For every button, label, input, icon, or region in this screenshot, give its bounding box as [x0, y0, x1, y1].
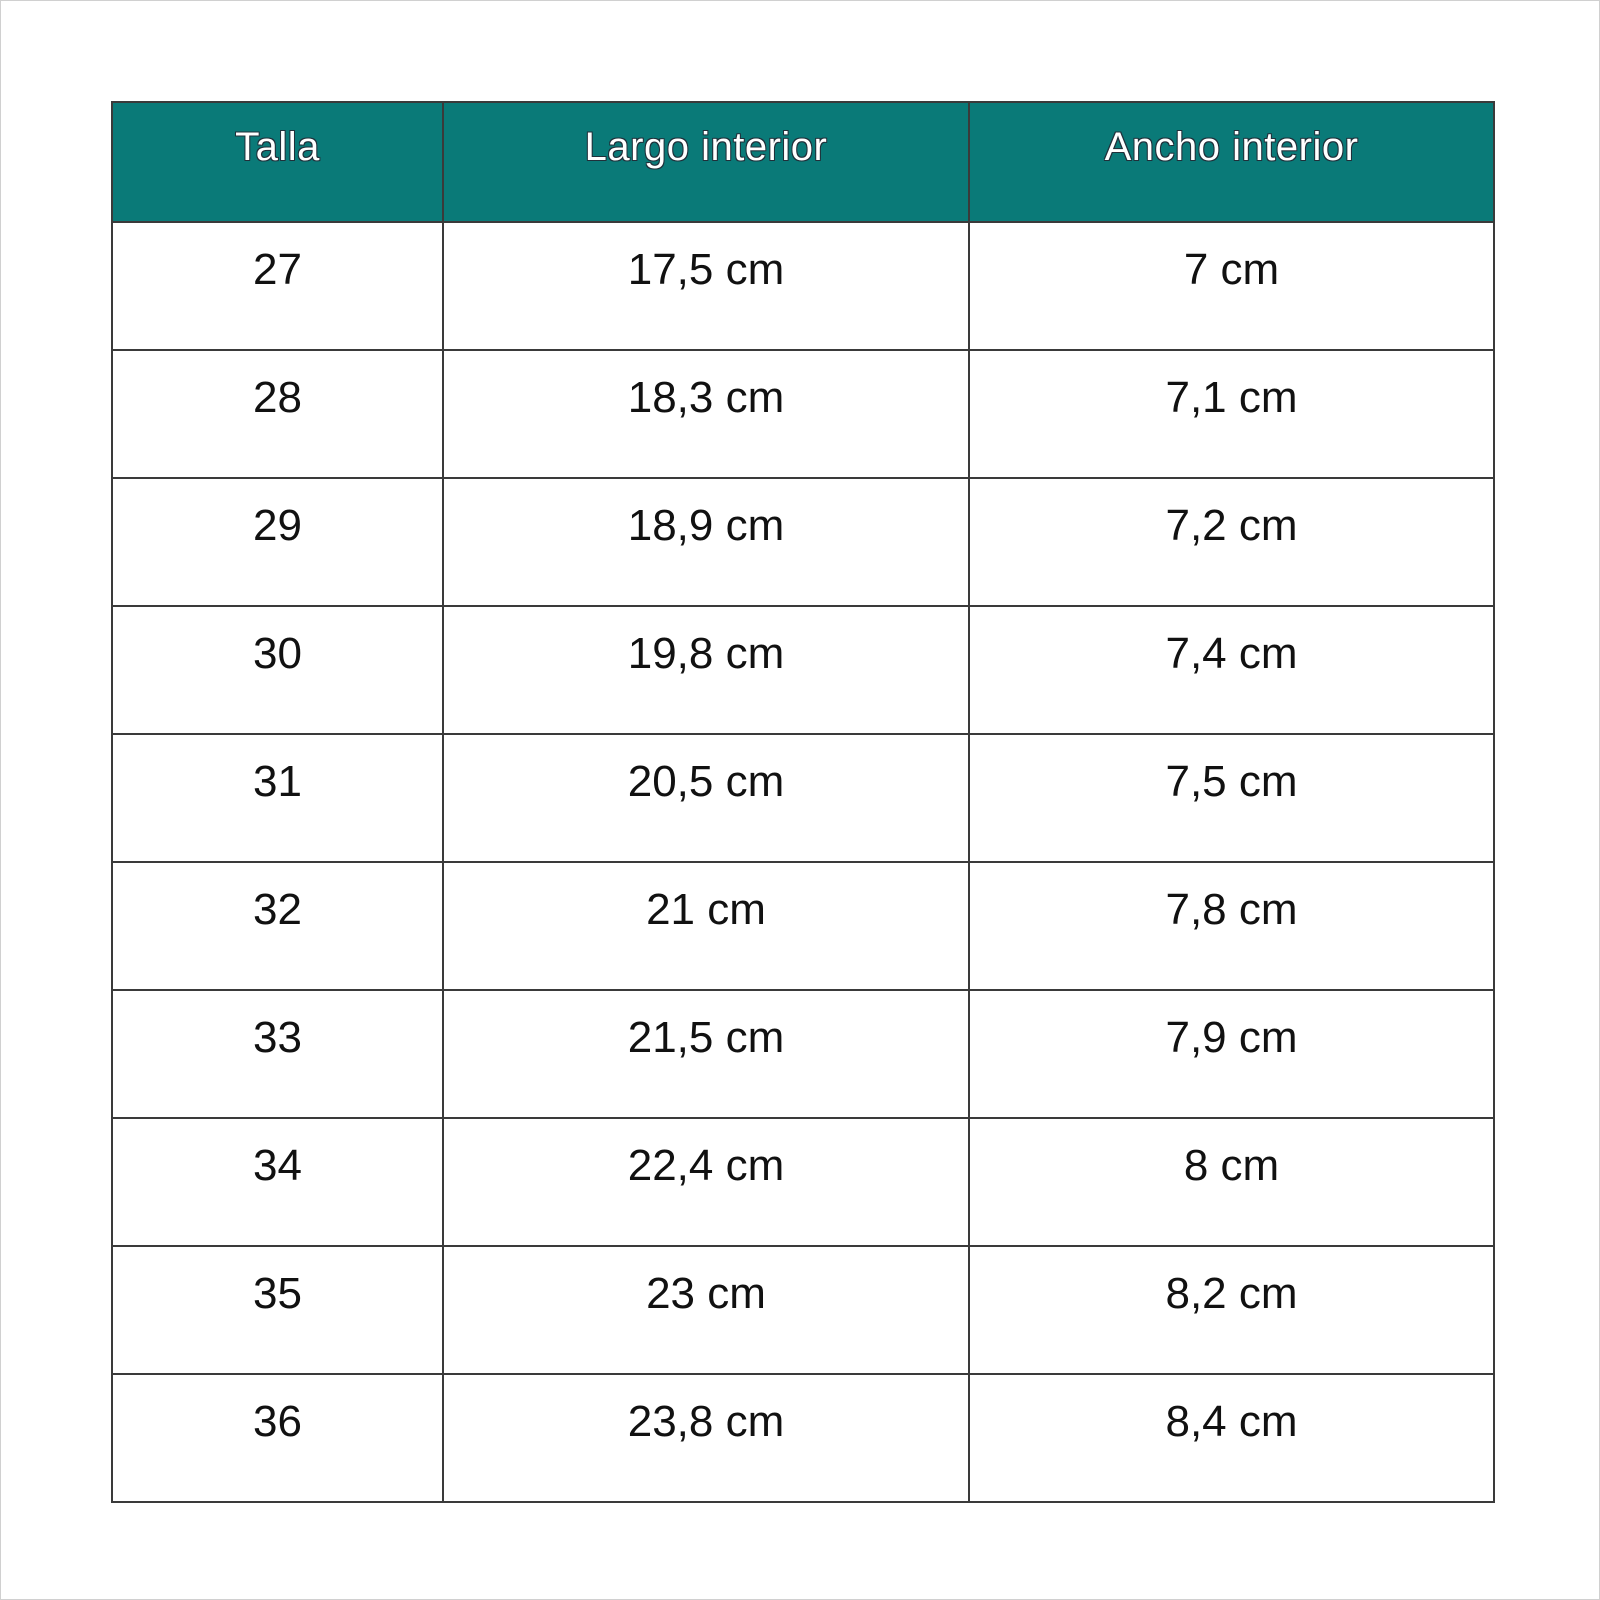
header-row — [112, 102, 1494, 222]
table-row — [112, 350, 1494, 478]
table-row — [112, 862, 1494, 990]
cell-ancho-interior: 8,2 cm — [969, 1246, 1494, 1374]
table-row — [112, 990, 1494, 1118]
table-row — [112, 1246, 1494, 1374]
cell-ancho-interior: 7,8 cm — [969, 862, 1494, 990]
cell-talla: 32 — [112, 862, 443, 990]
cell-talla: 31 — [112, 734, 443, 862]
cell-ancho-interior: 8,4 cm — [969, 1374, 1494, 1502]
cell-ancho-interior: 7,9 cm — [969, 990, 1494, 1118]
cell-largo-interior: 17,5 cm — [443, 222, 969, 350]
cell-ancho-interior: 7,4 cm — [969, 606, 1494, 734]
cell-largo-interior: 22,4 cm — [443, 1118, 969, 1246]
cell-ancho-interior: 7,5 cm — [969, 734, 1494, 862]
cell-largo-interior: 18,9 cm — [443, 478, 969, 606]
cell-largo-interior: 20,5 cm — [443, 734, 969, 862]
cell-largo-interior: 18,3 cm — [443, 350, 969, 478]
cell-talla: 28 — [112, 350, 443, 478]
cell-ancho-interior: 8 cm — [969, 1118, 1494, 1246]
table-row — [112, 734, 1494, 862]
cell-largo-interior: 23,8 cm — [443, 1374, 969, 1502]
cell-talla: 33 — [112, 990, 443, 1118]
table-body — [112, 222, 1494, 1502]
header-largo-interior: Largo interior — [443, 102, 969, 222]
cell-talla: 36 — [112, 1374, 443, 1502]
cell-largo-interior: 23 cm — [443, 1246, 969, 1374]
cell-ancho-interior: 7 cm — [969, 222, 1494, 350]
cell-talla: 27 — [112, 222, 443, 350]
table-row — [112, 606, 1494, 734]
header-talla: Talla — [112, 102, 443, 222]
cell-largo-interior: 19,8 cm — [443, 606, 969, 734]
cell-ancho-interior: 7,2 cm — [969, 478, 1494, 606]
cell-talla: 30 — [112, 606, 443, 734]
table-row — [112, 1374, 1494, 1502]
cell-largo-interior: 21 cm — [443, 862, 969, 990]
table-header — [112, 102, 1494, 222]
cell-talla: 35 — [112, 1246, 443, 1374]
cell-talla: 34 — [112, 1118, 443, 1246]
cell-talla: 29 — [112, 478, 443, 606]
size-table — [111, 101, 1495, 1503]
table-row — [112, 478, 1494, 606]
cell-largo-interior: 21,5 cm — [443, 990, 969, 1118]
table-row — [112, 1118, 1494, 1246]
header-ancho-interior: Ancho interior — [969, 102, 1494, 222]
cell-ancho-interior: 7,1 cm — [969, 350, 1494, 478]
table-row — [112, 222, 1494, 350]
